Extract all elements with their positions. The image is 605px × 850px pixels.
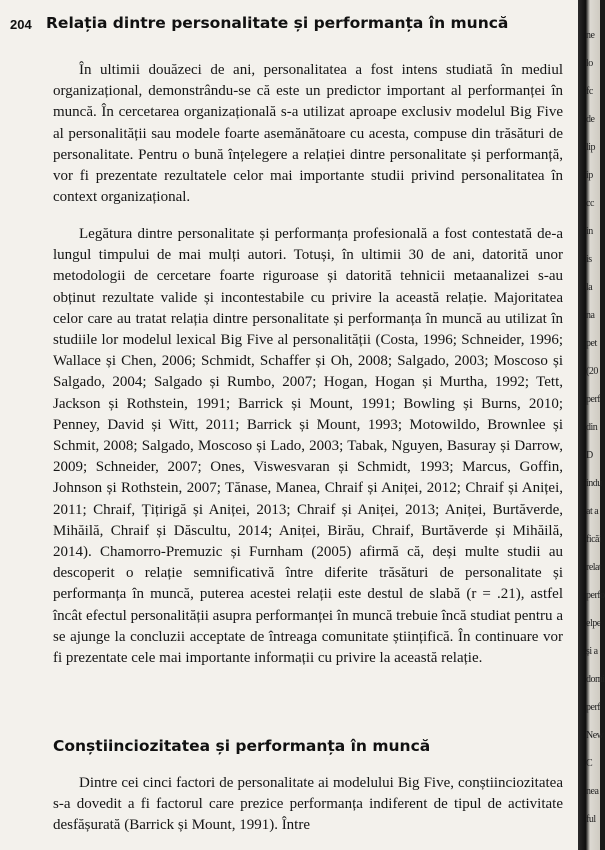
paragraph-text: În ultimii douăzeci de ani, personalitatea a fost intens studiată în mediul organizațional, demonstrându-se că este un predictor important al performanței în muncă. În cercetarea organizațională s-a utilizat aproape exclusiv modelul Big Five al personalității sau modele foarte asemănătoare cu acesta, compuse din trăsături de personalitate. Pentru o bună înțelegere a relației dintre personalitate și performanță, vor fi prezentate rezultatele celor mai importante studii privind personalitatea în context organizațional.: [53, 62, 563, 206]
facing-page-fragment: de: [586, 114, 595, 125]
page-number: 204: [10, 17, 32, 32]
paragraph-text: Legătura dintre personalitate și performanța profesională a fost contestată de-a lungul timpului de mai mulți autori. Totuși, în ultimii 30 de ani, datorită unor metodologii de cercetare foarte riguroase și datorită tehnicii metaanalizei s-au obținut rezultate valide și incontestabile cu privire la această relație. Majoritatea celor care au tratat relația dintre personalitate și performanța în muncă au utilizat în studiile lor modelul lexical Big Five al personalității (Costa, 1996; Schneider, 1996; Wallace și Chen, 2006; Schmidt, Schaffer și Oh, 2008; Salgado, 2003; Moscoso și Salgado, 2004; Salgado și Rumbo, 2007; Hogan, Hogan și Murtha, 1992; Tett, Jackson și Rothstein, 1991; Barrick și Mount, 1991; Bowling și Burns, 2010; Penney, David și Witt, 2011; Barrick și Mount, 1993; Motowildo, Brownlee și Schmit, 2008; Salgado, Moscoso și Lado, 2003; Tabak, Nguyen, Basuray și Darrow, 2009; Schneider, 2007; Ones, Viswesvaran și Schmidt, 1993; Marcus, Goffin, Johnson și Rothstein, 2007; Tănase, Manea, Chraif și Aniței, 2012; Chraif și Aniței, 2011; Chraif, Țițirigă și Aniței, 2013; Chraif și Aniței, 2013; Aniței, Burtăverde, Mihăilă, Chraif și Dăscultu, 2014; Aniței, Birău, Chraif, Burtăverde și Mihăilă, 2014). Chamorro-Premuzic și Furnham (2005) afirmă că, deși multe studii au descoperit o relație semnificativă între diferite trăsături de personalitate și performanța în muncă, puterea acestei relații este destul de slabă (r = .21), astfel încât efectul personalității asupra performanței în muncă trebuie încă studiat pentru a se ajunge la concluzii acceptate de întreaga comunitate științifică. În continuare vor fi prezentate cele mai importante informații cu privire la această relație.: [53, 226, 563, 667]
facing-page-fragment: ful: [586, 814, 596, 825]
facing-page-fragment: domi: [586, 674, 605, 685]
facing-page-fragment: perf: [586, 702, 601, 713]
section-heading: Conștiinciozitatea și performanța în muncă: [53, 737, 431, 755]
facing-page-fragment: din: [586, 422, 598, 433]
facing-page-fragment: cc: [586, 198, 594, 209]
facing-page-fragment: elpe: [586, 618, 601, 629]
facing-page-edge: [578, 0, 605, 850]
body-paragraph-2: [53, 224, 563, 669]
facing-page-fragment: perf: [586, 394, 601, 405]
facing-page-fragment: relat: [586, 562, 602, 573]
chapter-title: Relația dintre personalitate și performanța în muncă: [46, 14, 509, 32]
body-paragraph-3: [53, 773, 563, 837]
facing-page-fragment: lo: [586, 58, 593, 69]
facing-page-fragment: lip: [586, 142, 596, 153]
facing-page-fragment: indu: [586, 478, 602, 489]
facing-page-fragment: pet: [586, 338, 597, 349]
body-paragraph-1: [53, 60, 563, 208]
facing-page-fragment: la: [586, 282, 593, 293]
facing-page-fragment: (20: [586, 366, 598, 377]
facing-page-fragment: perfo: [586, 590, 605, 601]
facing-page-fragment: D: [586, 450, 593, 461]
facing-page-fragment: is: [586, 254, 592, 265]
facing-page-fragment: ficăi: [586, 534, 602, 545]
facing-page-fragment: New: [586, 730, 604, 741]
facing-page-fragment: na: [586, 310, 595, 321]
facing-page-fragment: C: [586, 758, 593, 769]
facing-page-fragment: at a: [586, 506, 599, 517]
facing-page-fragment: ne: [586, 30, 595, 41]
facing-page-fragment: nea: [586, 786, 599, 797]
facing-page-fragment: și a: [586, 646, 598, 657]
paragraph-text: Dintre cei cinci factori de personalitate ai modelului Big Five, conștiinciozitatea s-a dovedit a fi factorul care prezice performanța indiferent de tipul de activitate desfășurată (Barrick și Mount, 1991). Între: [53, 775, 563, 834]
facing-page-fragment: fc: [586, 86, 593, 97]
facing-page-fragment: in: [586, 226, 593, 237]
facing-page-fragment: ip: [586, 170, 593, 181]
